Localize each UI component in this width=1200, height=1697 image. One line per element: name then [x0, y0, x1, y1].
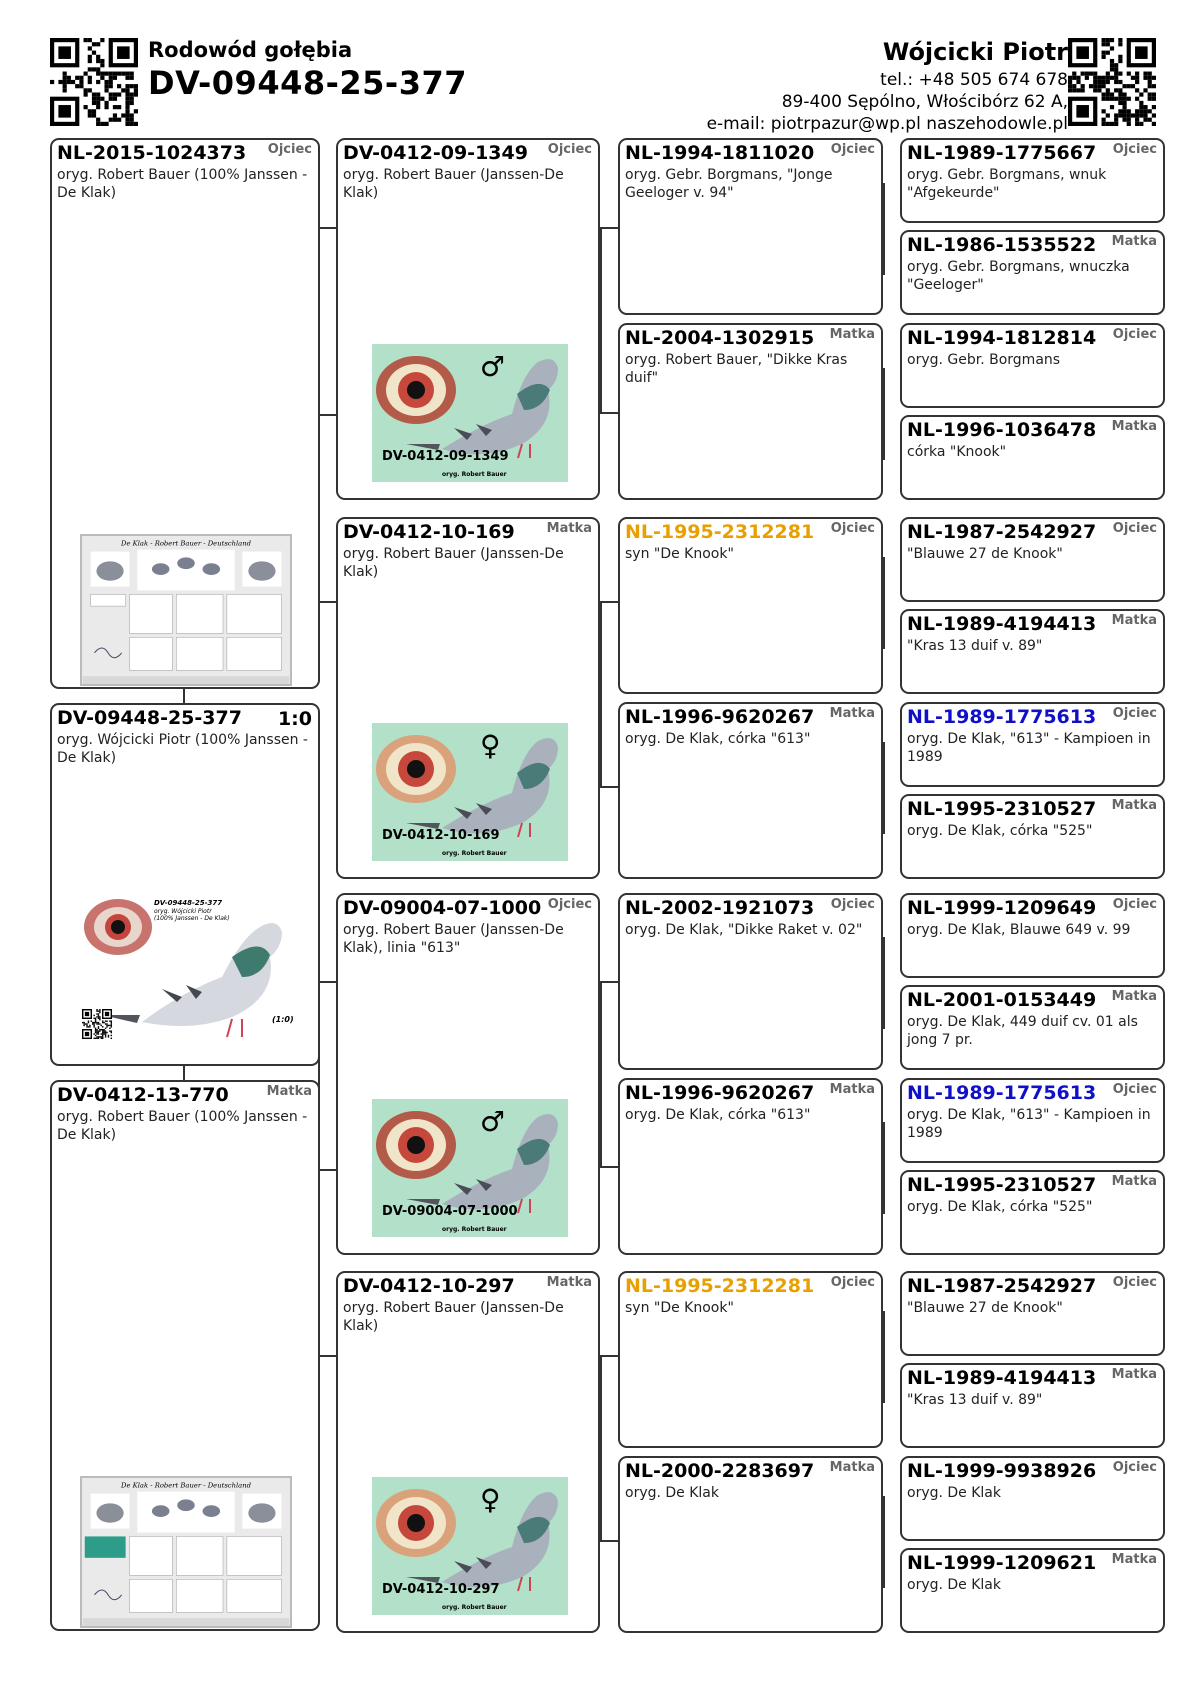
- score-label: 1:0: [277, 708, 312, 730]
- connector: [600, 786, 618, 788]
- pedigree-box-main-bird[interactable]: [50, 703, 320, 1066]
- female-symbol-icon: ♀: [480, 1483, 501, 1516]
- pedigree-box-gen4-12[interactable]: [900, 1271, 1165, 1356]
- photo-subcaption: oryg. Robert Bauer: [442, 850, 507, 857]
- main-bird-photo: [82, 897, 302, 1045]
- bird-description: oryg. De Klak: [907, 1485, 1001, 1501]
- bird-photo: [372, 344, 568, 482]
- bird-description: oryg. De Klak, córka "613": [625, 731, 811, 747]
- sex-label: Matka: [1111, 419, 1157, 434]
- ring-number: DV-0412-13-770: [57, 1084, 229, 1106]
- owner-address: 89-400 Sępólno, Włościbórz 62 A,: [781, 92, 1068, 112]
- pedigree-box-gen3-0[interactable]: [618, 138, 883, 315]
- bird-description: oryg. De Klak, "Dikke Raket v. 02": [625, 922, 863, 938]
- sex-label: Matka: [266, 1084, 312, 1099]
- connector: [883, 937, 885, 1029]
- ring-number: NL-2000-2283697: [625, 1460, 815, 1482]
- owner-name: Wójcicki Piotr: [882, 38, 1068, 66]
- pedigree-box-gen3-3[interactable]: [618, 702, 883, 879]
- bird-description: oryg. De Klak, córka "613": [625, 1107, 811, 1123]
- ring-number: NL-1999-1209621: [907, 1552, 1097, 1574]
- sex-label: Ojciec: [267, 142, 312, 157]
- sex-label: Ojciec: [830, 1275, 875, 1290]
- ring-number: NL-1996-9620267: [625, 706, 815, 728]
- pedigree-box-gen3-6[interactable]: [618, 1271, 883, 1448]
- ring-number: NL-1987-2542927: [907, 521, 1097, 543]
- main-ring-number: DV-09448-25-377: [148, 64, 467, 102]
- ring-number: NL-1989-4194413: [907, 1367, 1097, 1389]
- pedigree-certificate-image: [80, 534, 292, 686]
- sex-label: Ojciec: [547, 897, 592, 912]
- qr-code-right[interactable]: [1068, 38, 1156, 126]
- certificate-heading: De Klak - Robert Bauer - Deutschland: [121, 1481, 251, 1490]
- ring-number: NL-1994-1812814: [907, 327, 1097, 349]
- bird-description: oryg. De Klak, Blauwe 649 v. 99: [907, 922, 1131, 938]
- connector: [600, 1166, 618, 1168]
- document-title: Rodowód gołębia: [148, 38, 353, 62]
- sex-label: Ojciec: [1112, 142, 1157, 157]
- photo-owner: oryg. Wójcicki Piotr: [154, 908, 212, 915]
- bird-description: oryg. Gebr. Borgmans, wnuk "Afgekeurde": [907, 167, 1107, 201]
- bird-description: "Blauwe 27 de Knook": [907, 1300, 1063, 1316]
- connector: [318, 1355, 336, 1357]
- connector: [883, 557, 885, 649]
- bird-description: oryg. Gebr. Borgmans, "Jonge Geeloger v. 94": [625, 167, 833, 201]
- connector: [600, 1355, 602, 1542]
- pedigree-box-gen4-2[interactable]: [900, 323, 1165, 408]
- pedigree-box-gen4-15[interactable]: [900, 1548, 1165, 1633]
- ring-number: DV-09004-07-1000: [343, 897, 542, 919]
- ring-number: NL-1996-9620267: [625, 1082, 815, 1104]
- owner-contact: e-mail: piotrpazur@wp.pl naszehodowle.pl: [706, 114, 1068, 134]
- bird-photo: [372, 1099, 568, 1237]
- sex-label: Ojciec: [1112, 706, 1157, 721]
- ring-number: NL-1996-1036478: [907, 419, 1097, 441]
- ring-number: NL-1989-1775613: [907, 706, 1097, 728]
- connector: [883, 1311, 885, 1403]
- bird-description: oryg. Robert Bauer (100% Janssen - De Klak): [57, 1109, 308, 1143]
- bird-description: oryg. Robert Bauer, "Dikke Kras duif": [625, 352, 848, 386]
- bird-description: oryg. Robert Bauer (Janssen-De Klak), linia "613": [343, 922, 564, 956]
- ring-number: DV-0412-10-297: [343, 1275, 515, 1297]
- ring-number: NL-1989-1775613: [907, 1082, 1097, 1104]
- sex-label: Matka: [829, 1460, 875, 1475]
- pedigree-box-gen3-2[interactable]: [618, 517, 883, 694]
- male-symbol-icon: ♂: [480, 1105, 506, 1138]
- connector: [883, 1496, 885, 1588]
- owner-phone: tel.: +48 505 674 678: [880, 70, 1068, 90]
- pedigree-box-gen4-3[interactable]: [900, 415, 1165, 500]
- sex-label: Matka: [1111, 1552, 1157, 1567]
- sex-label: Ojciec: [547, 142, 592, 157]
- ring-number: NL-1986-1535522: [907, 234, 1097, 256]
- ring-number: DV-0412-09-1349: [343, 142, 528, 164]
- photo-line: (100% Janssen - De Klak): [154, 915, 230, 922]
- pedigree-box-gen4-9[interactable]: [900, 985, 1165, 1070]
- photo-caption: DV-0412-09-1349: [382, 449, 509, 464]
- bird-description: "Kras 13 duif v. 89": [907, 1392, 1043, 1408]
- pedigree-box-gen4-13[interactable]: [900, 1363, 1165, 1448]
- bird-description: oryg. Robert Bauer (Janssen-De Klak): [343, 167, 564, 201]
- bird-description: oryg. De Klak, córka "525": [907, 823, 1093, 839]
- qr-code-left[interactable]: [50, 38, 138, 126]
- connector: [183, 689, 185, 703]
- photo-caption: DV-09004-07-1000: [382, 1204, 518, 1219]
- photo-subcaption: oryg. Robert Bauer: [442, 1604, 507, 1611]
- bird-description: oryg. De Klak, "613" - Kampioen in 1989: [907, 731, 1151, 765]
- bird-description: oryg. Gebr. Borgmans: [907, 352, 1061, 368]
- ring-number: NL-1995-2312281: [625, 1275, 815, 1297]
- sex-label: Matka: [1111, 798, 1157, 813]
- photo-caption: DV-0412-10-169: [382, 828, 500, 843]
- sex-label: Ojciec: [830, 142, 875, 157]
- photo-score: (1:0): [272, 1015, 294, 1024]
- bird-description: syn "De Knook": [625, 546, 734, 562]
- sex-label: Matka: [1111, 1367, 1157, 1382]
- connector: [600, 601, 618, 603]
- pedigree-box-gen3-5[interactable]: [618, 1078, 883, 1255]
- photo-caption: DV-09448-25-377: [154, 899, 223, 907]
- connector: [318, 601, 336, 603]
- connector: [183, 1066, 185, 1080]
- connector: [600, 981, 602, 1168]
- connector: [883, 183, 885, 275]
- sex-label: Matka: [546, 521, 592, 536]
- bird-description: oryg. Wójcicki Piotr (100% Janssen - De Klak): [57, 732, 308, 766]
- connector: [600, 1540, 618, 1542]
- male-symbol-icon: ♂: [480, 350, 506, 383]
- ring-number: NL-1994-1811020: [625, 142, 815, 164]
- bird-description: oryg. Gebr. Borgmans, wnuczka "Geeloger": [907, 259, 1130, 293]
- female-symbol-icon: ♀: [480, 729, 501, 762]
- sex-label: Matka: [546, 1275, 592, 1290]
- connector: [600, 227, 618, 229]
- pedigree-box-gen4-11[interactable]: [900, 1170, 1165, 1255]
- sex-label: Ojciec: [830, 897, 875, 912]
- bird-description: oryg. De Klak, 449 duif cv. 01 als jong 7 pr.: [907, 1014, 1138, 1048]
- ring-number: DV-0412-10-169: [343, 521, 515, 543]
- bird-description: oryg. Robert Bauer (Janssen-De Klak): [343, 1300, 564, 1334]
- ring-number: NL-1989-1775667: [907, 142, 1097, 164]
- connector: [318, 414, 336, 416]
- bird-photo: [372, 1477, 568, 1615]
- ring-number: NL-1989-4194413: [907, 613, 1097, 635]
- ring-number: NL-1987-2542927: [907, 1275, 1097, 1297]
- bird-description: oryg. Robert Bauer (Janssen-De Klak): [343, 546, 564, 580]
- sex-label: Matka: [829, 706, 875, 721]
- pedigree-box-gen4-14[interactable]: [900, 1456, 1165, 1541]
- photo-subcaption: oryg. Robert Bauer: [442, 471, 507, 478]
- bird-description: oryg. De Klak, córka "525": [907, 1199, 1093, 1215]
- bird-description: oryg. De Klak: [625, 1485, 719, 1501]
- photo-subcaption: oryg. Robert Bauer: [442, 1226, 507, 1233]
- connector: [883, 1122, 885, 1214]
- pedigree-box-gen4-7[interactable]: [900, 794, 1165, 879]
- pedigree-box-gen4-10[interactable]: [900, 1078, 1165, 1163]
- connector: [600, 1355, 618, 1357]
- pedigree-box-gen4-6[interactable]: [900, 702, 1165, 787]
- pedigree-box-gen4-1[interactable]: [900, 230, 1165, 315]
- sex-label: Ojciec: [1112, 327, 1157, 342]
- pedigree-box-gen4-5[interactable]: [900, 609, 1165, 694]
- bird-description: "Blauwe 27 de Knook": [907, 546, 1063, 562]
- pedigree-box-gen2-1[interactable]: [336, 517, 600, 879]
- sex-label: Ojciec: [1112, 1275, 1157, 1290]
- bird-description: "Kras 13 duif v. 89": [907, 638, 1043, 654]
- pedigree-box-gen2-2[interactable]: [336, 893, 600, 1255]
- connector: [318, 981, 336, 983]
- sex-label: Ojciec: [1112, 1460, 1157, 1475]
- pedigree-box-gen3-7[interactable]: [618, 1456, 883, 1633]
- ring-number: NL-2001-0153449: [907, 989, 1097, 1011]
- pedigree-box-gen2-0[interactable]: [336, 138, 600, 500]
- pedigree-box-dam[interactable]: [50, 1080, 320, 1631]
- connector: [318, 1169, 336, 1171]
- pedigree-box-gen3-1[interactable]: [618, 323, 883, 500]
- ring-number: NL-1999-1209649: [907, 897, 1097, 919]
- pedigree-box-gen2-3[interactable]: [336, 1271, 600, 1633]
- ring-number: NL-2002-1921073: [625, 897, 815, 919]
- bird-description: syn "De Knook": [625, 1300, 734, 1316]
- sex-label: Ojciec: [1112, 1082, 1157, 1097]
- certificate-heading: De Klak - Robert Bauer - Deutschland: [121, 539, 251, 548]
- connector: [883, 742, 885, 834]
- sex-label: Matka: [829, 327, 875, 342]
- connector: [600, 981, 618, 983]
- sex-label: Ojciec: [1112, 521, 1157, 536]
- connector: [600, 601, 602, 788]
- bird-description: oryg. De Klak, "613" - Kampioen in 1989: [907, 1107, 1151, 1141]
- pedigree-box-gen4-8[interactable]: [900, 893, 1165, 978]
- connector: [883, 368, 885, 460]
- ring-number: NL-1995-2312281: [625, 521, 815, 543]
- pedigree-box-sire[interactable]: [50, 138, 320, 689]
- bird-description: oryg. De Klak: [907, 1577, 1001, 1593]
- connector: [600, 227, 602, 414]
- ring-number: NL-1995-2310527: [907, 1174, 1097, 1196]
- sex-label: Matka: [1111, 989, 1157, 1004]
- sex-label: Matka: [829, 1082, 875, 1097]
- ring-number: NL-1999-9938926: [907, 1460, 1097, 1482]
- ring-number: NL-2015-1024373: [57, 142, 247, 164]
- sex-label: Ojciec: [1112, 897, 1157, 912]
- pedigree-box-gen4-4[interactable]: [900, 517, 1165, 602]
- bird-description: oryg. Robert Bauer (100% Janssen - De Klak): [57, 167, 308, 201]
- sex-label: Matka: [1111, 234, 1157, 249]
- ring-number: NL-2004-1302915: [625, 327, 815, 349]
- ring-number: NL-1995-2310527: [907, 798, 1097, 820]
- ring-number: DV-09448-25-377: [57, 707, 242, 729]
- sex-label: Matka: [1111, 1174, 1157, 1189]
- connector: [318, 227, 336, 229]
- connector: [600, 412, 618, 414]
- bird-description: córka "Knook": [907, 444, 1007, 460]
- sex-label: Matka: [1111, 613, 1157, 628]
- pedigree-box-gen3-4[interactable]: [618, 893, 883, 1070]
- pedigree-box-gen4-0[interactable]: [900, 138, 1165, 223]
- pedigree-certificate-image: [80, 1476, 292, 1628]
- sex-label: Ojciec: [830, 521, 875, 536]
- photo-caption: DV-0412-10-297: [382, 1582, 500, 1597]
- bird-photo: [372, 723, 568, 861]
